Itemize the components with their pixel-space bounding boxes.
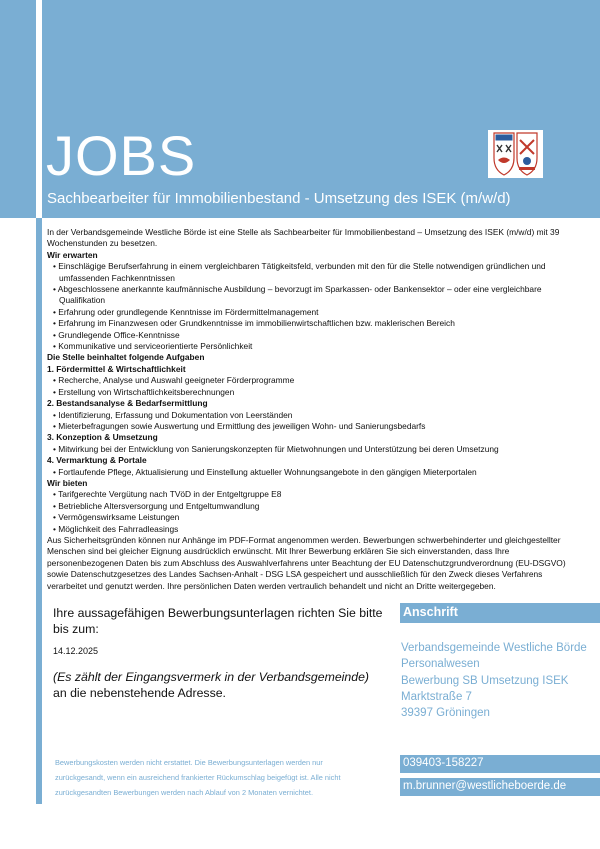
list-item: • Abgeschlossene anerkannte kaufmännische Ausbildung – bevorzugt im Sparkassen- oder Bankensektor – oder eine vergleichbare Qualifikation	[53, 284, 542, 306]
task-group-heading: 1. Fördermittel & Wirtschaftlichkeit	[47, 363, 186, 374]
job-description	[47, 227, 577, 592]
phone-number[interactable]: 039403-158227	[400, 755, 600, 773]
header-stripe	[36, 0, 42, 218]
costs-note: Bewerbungskosten werden nicht erstattet. Die Bewerbungsunterlagen werden nur zurückgesandt, wenn ein ausreichend frankierter Rückumschlag beigefügt ist. Alle nicht zurückgesandten Bewerbungen werden nach Ablauf von 2 Monaten vernichtet.	[55, 758, 341, 797]
list-item: • Betriebliche Altersversorgung und Entgeltumwandlung	[53, 500, 260, 511]
list-item: • Kommunikative und serviceorientierte Persönlichkeit	[53, 341, 253, 352]
list-item: • Mitwirkung bei der Entwicklung von Sanierungskonzepten für Mietwohnungen und Unterstützung bei deren Umsetzung	[53, 443, 499, 454]
list-item: • Möglichkeit des Fahrradleasings	[53, 523, 179, 534]
address-line: Personalwesen	[401, 658, 480, 671]
list-item: • Fortlaufende Pflege, Aktualisierung und Einstellung aktueller Wohnungsangebote in den gängigen Mieterportalen	[53, 466, 477, 477]
task-group-heading: 2. Bestandsanalyse & Bedarfsermittlung	[47, 398, 208, 409]
application-info	[53, 605, 383, 701]
address-heading: Anschrift	[400, 603, 600, 623]
list-item: • Erfahrung im Finanzwesen oder Grundkenntnisse im immobilienwirtschaftlichen bzw. maklerischen Bereich	[53, 318, 455, 329]
task-group-heading: 3. Konzeption & Umsetzung	[47, 432, 158, 443]
coat-of-arms-icon	[488, 130, 543, 178]
email-link[interactable]: m.brunner@westlicheboerde.de	[400, 778, 600, 796]
list-item: • Mieterbefragungen sowie Auswertung und Ermittlung des jeweiligen Wohn- und Sanierungsbedarfs	[53, 420, 426, 431]
job-subtitle: Sachbearbeiter für Immobilienbestand - Umsetzung des ISEK (m/w/d)	[47, 190, 511, 207]
address-line: Verbandsgemeinde Westliche Börde	[401, 642, 587, 654]
postal-address	[401, 640, 587, 721]
list-item: • Erfahrung oder grundlegende Kenntnisse im Fördermittelmanagement	[53, 306, 319, 317]
privacy-notice: Aus Sicherheitsgründen können nur Anhänge im PDF-Format angenommen werden. Bewerbungen schwerbehinderter und gleichgestellter Menschen sind bei gleicher Eignung ausdrücklich erwünscht. Mit Ihrer Bewerbung erklären Sie sich einverstanden, dass Ihre personenbezogenen Daten bis zum Abschluss des Auswahlverfahrens unter Beachtung der EU Datenschutzgrundverordnung (EU-DSGVO) sowie Datenschutzgesetzes des Landes Sachsen-Anhalt - DSG LSA gespeichert und ausschließlich für den Zweck dieses Verfahrens verarbeitet und genutzt werden. Ihre persönlichen Daten werden vertraulich behandelt und nicht an Dritte weitergegeben.	[47, 534, 566, 591]
list-item: • Tarifgerechte Vergütung nach TVöD in der Entgeltgruppe E8	[53, 489, 282, 500]
list-item: • Einschlägige Berufserfahrung in einem vergleichbaren Tätigkeitsfeld, verbunden mit den für die Stelle notwendigen gründlichen und umfassenden Fachkenntnissen	[53, 261, 546, 283]
receipt-note: (Es zählt der Eingangsvermerk in der Verbandsgemeinde)	[53, 670, 370, 684]
address-line: 39397 Gröningen	[401, 707, 490, 720]
list-item: • Identifizierung, Erfassung und Dokumentation von Leerständen	[53, 409, 293, 420]
task-group-heading: 4. Vermarktung & Portale	[47, 455, 147, 466]
list-item: • Grundlegende Office-Kenntnisse	[53, 329, 180, 340]
expect-heading: Wir erwarten	[47, 249, 98, 260]
page-title: JOBS	[46, 124, 197, 187]
offer-heading: Wir bieten	[47, 477, 88, 488]
list-item: • Vermögenswirksame Leistungen	[53, 512, 180, 523]
sidebar-stripe	[36, 218, 42, 804]
list-item: • Erstellung von Wirtschaftlichkeitsberechnungen	[53, 386, 235, 397]
intro-text: In der Verbandsgemeinde Westliche Börde ist eine Stelle als Sachbearbeiter für Immobilienbestand – Umsetzung des ISEK (m/w/d) mit 39 Wochenstunden zu besetzen.	[47, 227, 560, 249]
address-reference: an die nebenstehende Adresse.	[53, 686, 226, 700]
address-line: Marktstraße 7	[401, 690, 472, 703]
tasks-heading: Die Stelle beinhaltet folgende Aufgaben	[47, 352, 205, 363]
address-line: Bewerbung SB Umsetzung ISEK	[401, 674, 569, 687]
application-deadline: 14.12.2025	[53, 646, 99, 656]
list-item: • Recherche, Analyse und Auswahl geeigneter Förderprogramme	[53, 375, 295, 386]
application-line: Ihre aussagefähigen Bewerbungsunterlagen richten Sie bitte bis zum:	[53, 606, 383, 636]
